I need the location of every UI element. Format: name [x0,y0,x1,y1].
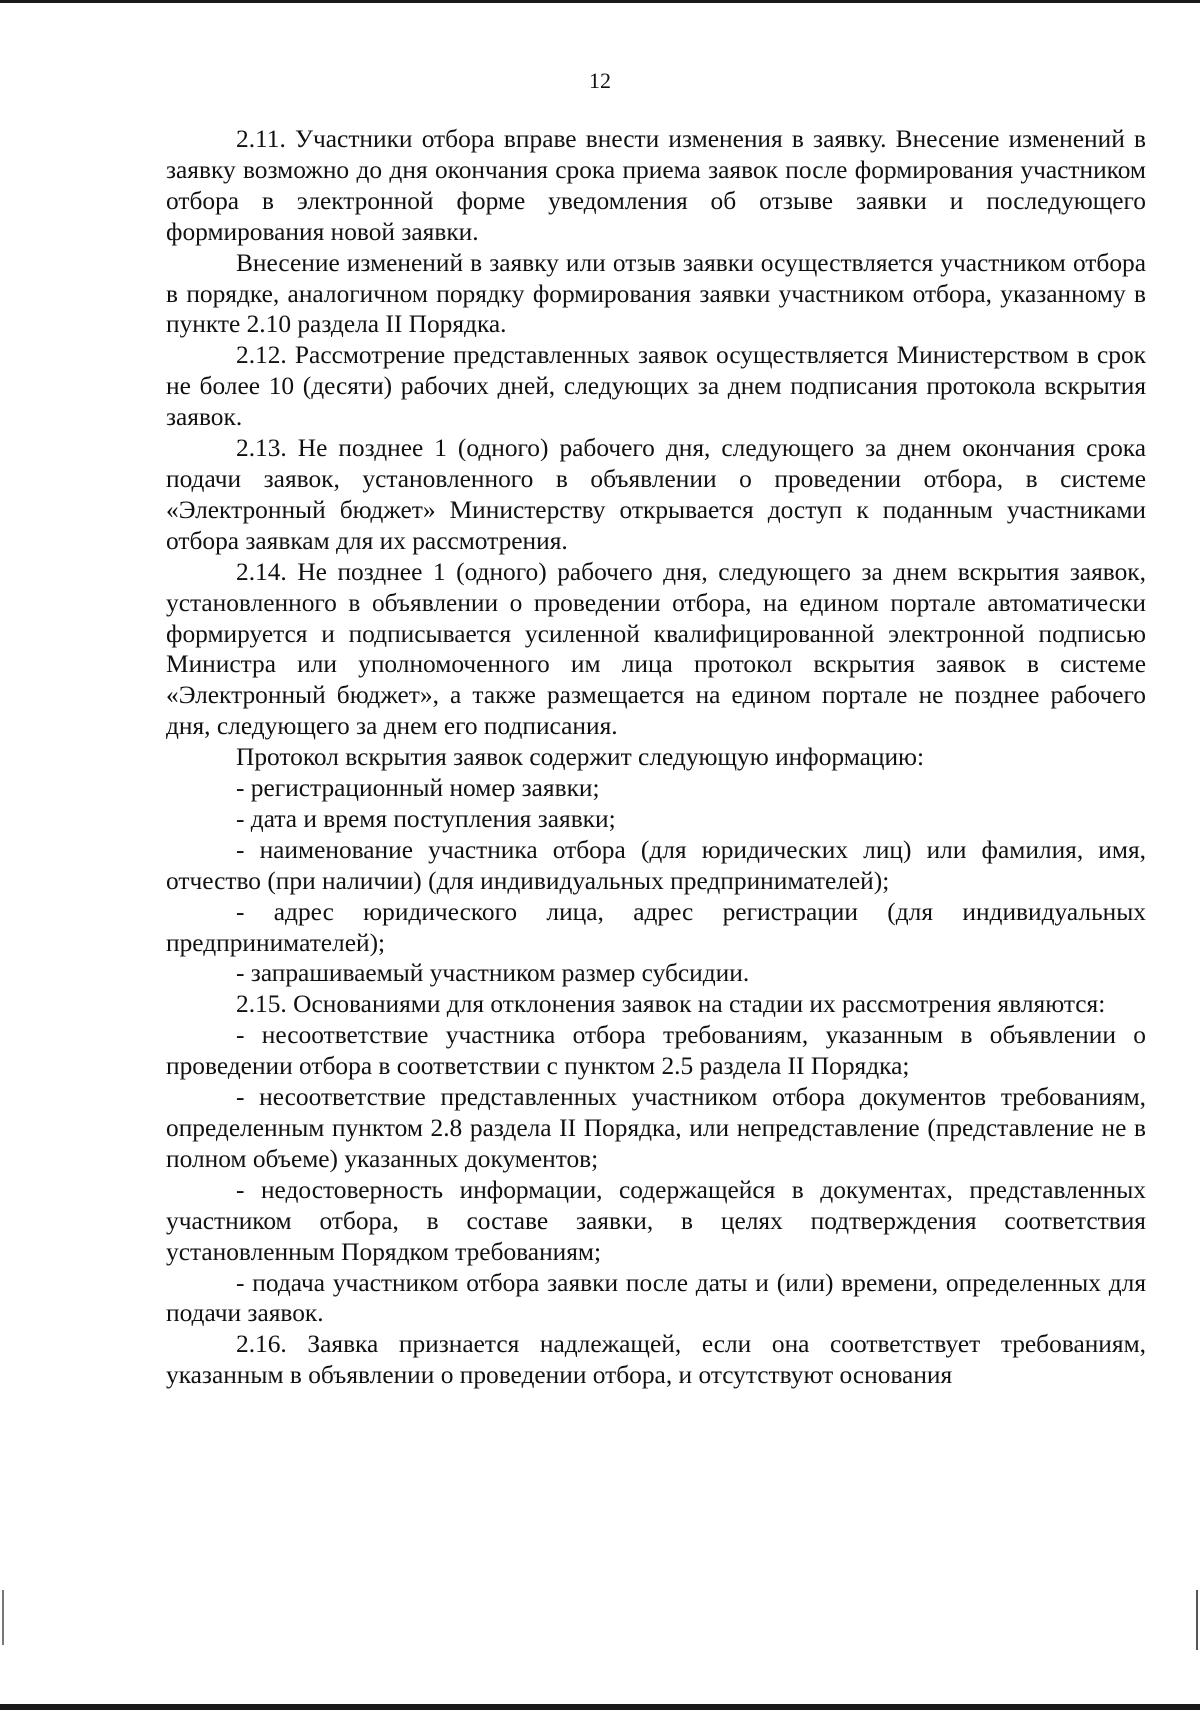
document-body [166,124,1146,1391]
list-item-noncompliance-participant: - несоответствие участника отбора требованиям, указанным в объявлении о проведении отбора в соответствии с пунктом 2.5 раздела II Порядка; [166,1021,1146,1081]
list-item-subsidy-amount: - запрашиваемый участником размер субсидии. [236,959,750,988]
scan-left-mark [2,1590,4,1645]
paragraph-2-13: 2.13. Не позднее 1 (одного) рабочего дня, следующего за днем окончания срока подачи заявок, установленного в объявлении о проведении отбора, в системе «Электронный бюджет» Министерству открывается доступ к поданным участниками отбора заявкам для их рассмотрения. [166,434,1146,555]
page-number: 12 [589,68,611,93]
list-item-registration-number: - регистрационный номер заявки; [236,774,600,803]
list-item-date-time: - дата и время поступления заявки; [236,804,616,833]
paragraph-2-12: 2.12. Рассмотрение представленных заявок осуществляется Министерством в срок не более 10 (десяти) рабочих дней, следующих за днем подписания протокола вскрытия заявок. [166,341,1146,432]
paragraph-2-16: 2.16. Заявка признается надлежащей, если она соответствует требованиям, указанным в объявлении о проведении отбора, и отсутствуют основания [166,1330,1146,1390]
paragraph-changes-procedure: Внесение изменений в заявку или отзыв заявки осуществляется участником отбора в порядке, аналогичном порядку формирования заявки участником отбора, указанному в пункте 2.10 раздела II Порядка. [166,248,1146,339]
list-item-late-submission: - подача участником отбора заявки после даты и (или) времени, определенных для подачи заявок. [166,1268,1146,1328]
list-item-address: - адрес юридического лица, адрес регистрации (для индивидуальных предпринимателей); [166,897,1146,957]
paragraph-2-14: 2.14. Не позднее 1 (одного) рабочего дня, следующего за днем вскрытия заявок, установленного в объявлении о проведении отбора, на едином портале автоматически формируется и подписывается усиленной квалифицированной электронной подписью Министра или уполномоченного им лица протокол вскрытия заявок в системе «Электронный бюджет», а также размещается на едином портале не позднее рабочего дня, следующего за днем его подписания. [166,557,1146,741]
scan-right-mark [1196,1590,1198,1650]
scan-top-edge [0,0,1200,3]
paragraph-protocol-contents: Протокол вскрытия заявок содержит следующую информацию: [236,743,925,772]
list-item-noncompliance-documents: - несоответствие представленных участником отбора документов требованиям, определенным пунктом 2.8 раздела II Порядка, или непредставление (представление не в полном объеме) указанных документов; [166,1083,1146,1173]
paragraph-2-11: 2.11. Участники отбора вправе внести изменения в заявку. Внесение изменений в заявку возможно до дня окончания срока приема заявок после формирования участником отбора в электронной форме уведомления об отзыве заявки и последующего формирования новой заявки. [166,125,1146,246]
scan-bottom-edge [0,1704,1200,1710]
list-item-unreliable-information: - недостоверность информации, содержащейся в документах, представленных участником отбора, в составе заявки, в целях подтверждения соответствия установленным Порядком требованиям; [166,1175,1146,1266]
paragraph-2-15: 2.15. Основаниями для отклонения заявок на стадии их рассмотрения являются: [236,990,1106,1019]
list-item-participant-name: - наименование участника отбора (для юридических лиц) или фамилия, имя, отчество (при наличии) (для индивидуальных предпринимателей); [166,835,1146,895]
